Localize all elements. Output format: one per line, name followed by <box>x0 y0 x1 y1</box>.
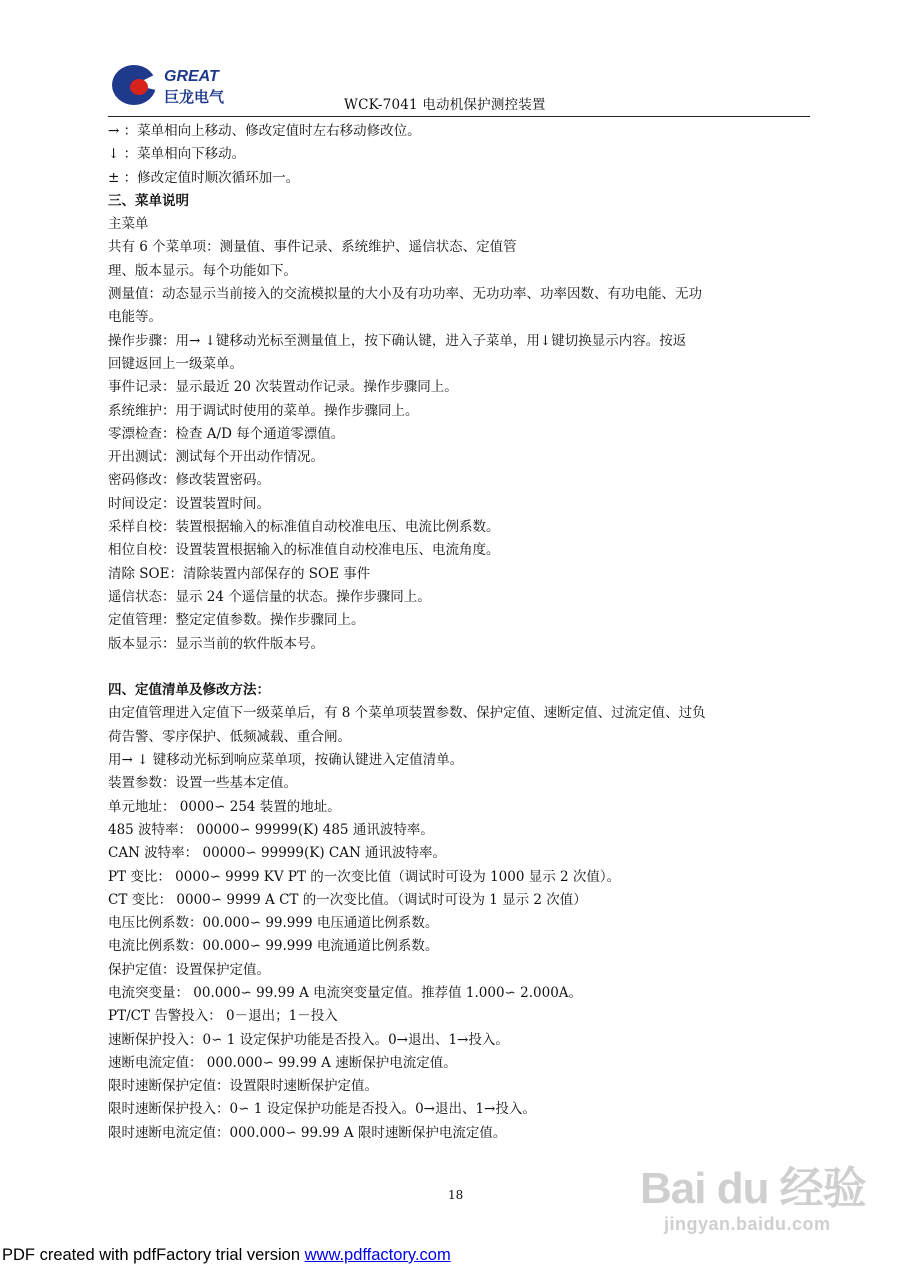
text-line: 测量值：动态显示当前接入的交流模拟量的大小及有功功率、无功功率、功率因数、有功电能、无功 <box>108 286 702 303</box>
baidu-watermark <box>640 1148 870 1258</box>
text-line: 装置参数：设置一些基本定值。 <box>108 775 297 792</box>
text-line: 单元地址： 0000∽ 254 装置的地址。 <box>108 798 341 815</box>
text-line: 共有 6 个菜单项：测量值、事件记录、系统维护、遥信状态、定值管 <box>108 239 517 256</box>
text-line: 用→ ↓ 键移动光标到响应菜单项，按确认键进入定值清单。 <box>108 752 464 769</box>
text-line: 时间设定：设置装置时间。 <box>108 495 270 512</box>
section-heading: 三、菜单说明 <box>108 192 189 209</box>
logo-text-en: GREAT <box>164 68 219 85</box>
text-line: 回键返回上一级菜单。 <box>108 355 243 372</box>
text-line: 荷告警、零序保护、低频减载、重合闸。 <box>108 728 351 745</box>
text-line: 版本显示：显示当前的软件版本号。 <box>108 635 324 652</box>
section-heading: 四、定值清单及修改方法： <box>108 682 270 699</box>
text-line: 系统维护：用于调试时使用的菜单。操作步骤同上。 <box>108 402 419 419</box>
logo-text-cn: 巨龙电气 <box>164 88 225 106</box>
text-line: 速断保护投入：0∽ 1 设定保护功能是否投入。0→退出、1→投入。 <box>108 1031 509 1048</box>
page-number: 18 <box>448 1188 464 1202</box>
pdffactory-link[interactable]: www.pdffactory.com <box>304 1246 451 1264</box>
text-line: 485 波特率： 00000∽ 99999(K) 485 通讯波特率。 <box>108 821 434 838</box>
blank-line <box>108 656 810 679</box>
document-body <box>108 120 810 1145</box>
text-line: 密码修改：修改装置密码。 <box>108 472 270 489</box>
text-line: 电压比例系数：00.000∽ 99.999 电压通道比例系数。 <box>108 915 439 932</box>
text-line: PT 变比： 0000∽ 9999 KV PT 的一次变比值（调试时可设为 1000 显示 2 次值）。 <box>108 868 621 885</box>
text-line: 操作步骤：用→ ↓键移动光标至测量值上，按下确认键，进入子菜单，用↓键切换显示内容。按返 <box>108 332 687 349</box>
watermark-url: jingyan.baidu.com <box>664 1214 831 1234</box>
text-line: 理、版本显示。每个功能如下。 <box>108 262 297 279</box>
company-logo <box>108 60 240 110</box>
text-line: 限时速断保护定值：设置限时速断保护定值。 <box>108 1078 378 1095</box>
text-line: 开出测试：测试每个开出动作情况。 <box>108 449 324 466</box>
text-line: ↓ ：菜单相向下移动。 <box>108 146 246 163</box>
text-line: 电能等。 <box>108 309 162 326</box>
text-line: PT/CT 告警投入： 0－退出；1－投入 <box>108 1008 338 1025</box>
text-line: 事件记录：显示最近 20 次装置动作记录。操作步骤同上。 <box>108 379 458 396</box>
text-line: CT 变比： 0000∽ 9999 A CT 的一次变比值。（调试时可设为 1 显示 2 次值） <box>108 891 587 908</box>
text-line: 采样自校：装置根据输入的标准值自动校准电压、电流比例系数。 <box>108 519 500 536</box>
text-line: 主菜单 <box>108 216 149 233</box>
text-line: 保护定值：设置保护定值。 <box>108 961 270 978</box>
text-line: 相位自校：设置装置根据输入的标准值自动校准电压、电流角度。 <box>108 542 500 559</box>
text-line: 限时速断电流定值：000.000∽ 99.99 A 限时速断保护电流定值。 <box>108 1124 507 1141</box>
text-line: 速断电流定值： 000.000∽ 99.99 A 速断保护电流定值。 <box>108 1054 457 1071</box>
pdf-footer <box>2 1246 451 1265</box>
text-line: CAN 波特率： 00000∽ 99999(K) CAN 通讯波特率。 <box>108 845 447 862</box>
text-line: 定值管理：整定定值参数。操作步骤同上。 <box>108 612 365 629</box>
page-header <box>108 60 810 116</box>
text-line: 电流比例系数：00.000∽ 99.999 电流通道比例系数。 <box>108 938 439 955</box>
text-line: 遥信状态：显示 24 个遥信量的状态。操作步骤同上。 <box>108 588 431 605</box>
header-divider <box>108 116 810 117</box>
text-line: 限时速断保护投入：0∽ 1 设定保护功能是否投入。0→退出、1→投入。 <box>108 1101 536 1118</box>
document-title: WCK-7041 电动机保护测控装置 <box>344 97 546 113</box>
text-line: 电流突变量： 00.000∽ 99.99 A 电流突变量定值。推荐值 1.000∽ 2.000A。 <box>108 984 583 1001</box>
watermark-brand: Bai du 经验 <box>640 1164 866 1213</box>
text-line: 清除 SOE：清除装置内部保存的 SOE 事件 <box>108 565 371 582</box>
text-line: → ：菜单相向上移动、修改定值时左右移动修改位。 <box>108 123 421 139</box>
footer-text: PDF created with pdfFactory trial version <box>2 1246 305 1264</box>
text-line: ± ：修改定值时顺次循环加一。 <box>108 169 300 186</box>
text-line: 零漂检查：检查 A/D 每个通道零漂值。 <box>108 425 345 442</box>
text-line: 由定值管理进入定值下一级菜单后，有 8 个菜单项装置参数、保护定值、速断定值、过流定值、过负 <box>108 705 706 722</box>
